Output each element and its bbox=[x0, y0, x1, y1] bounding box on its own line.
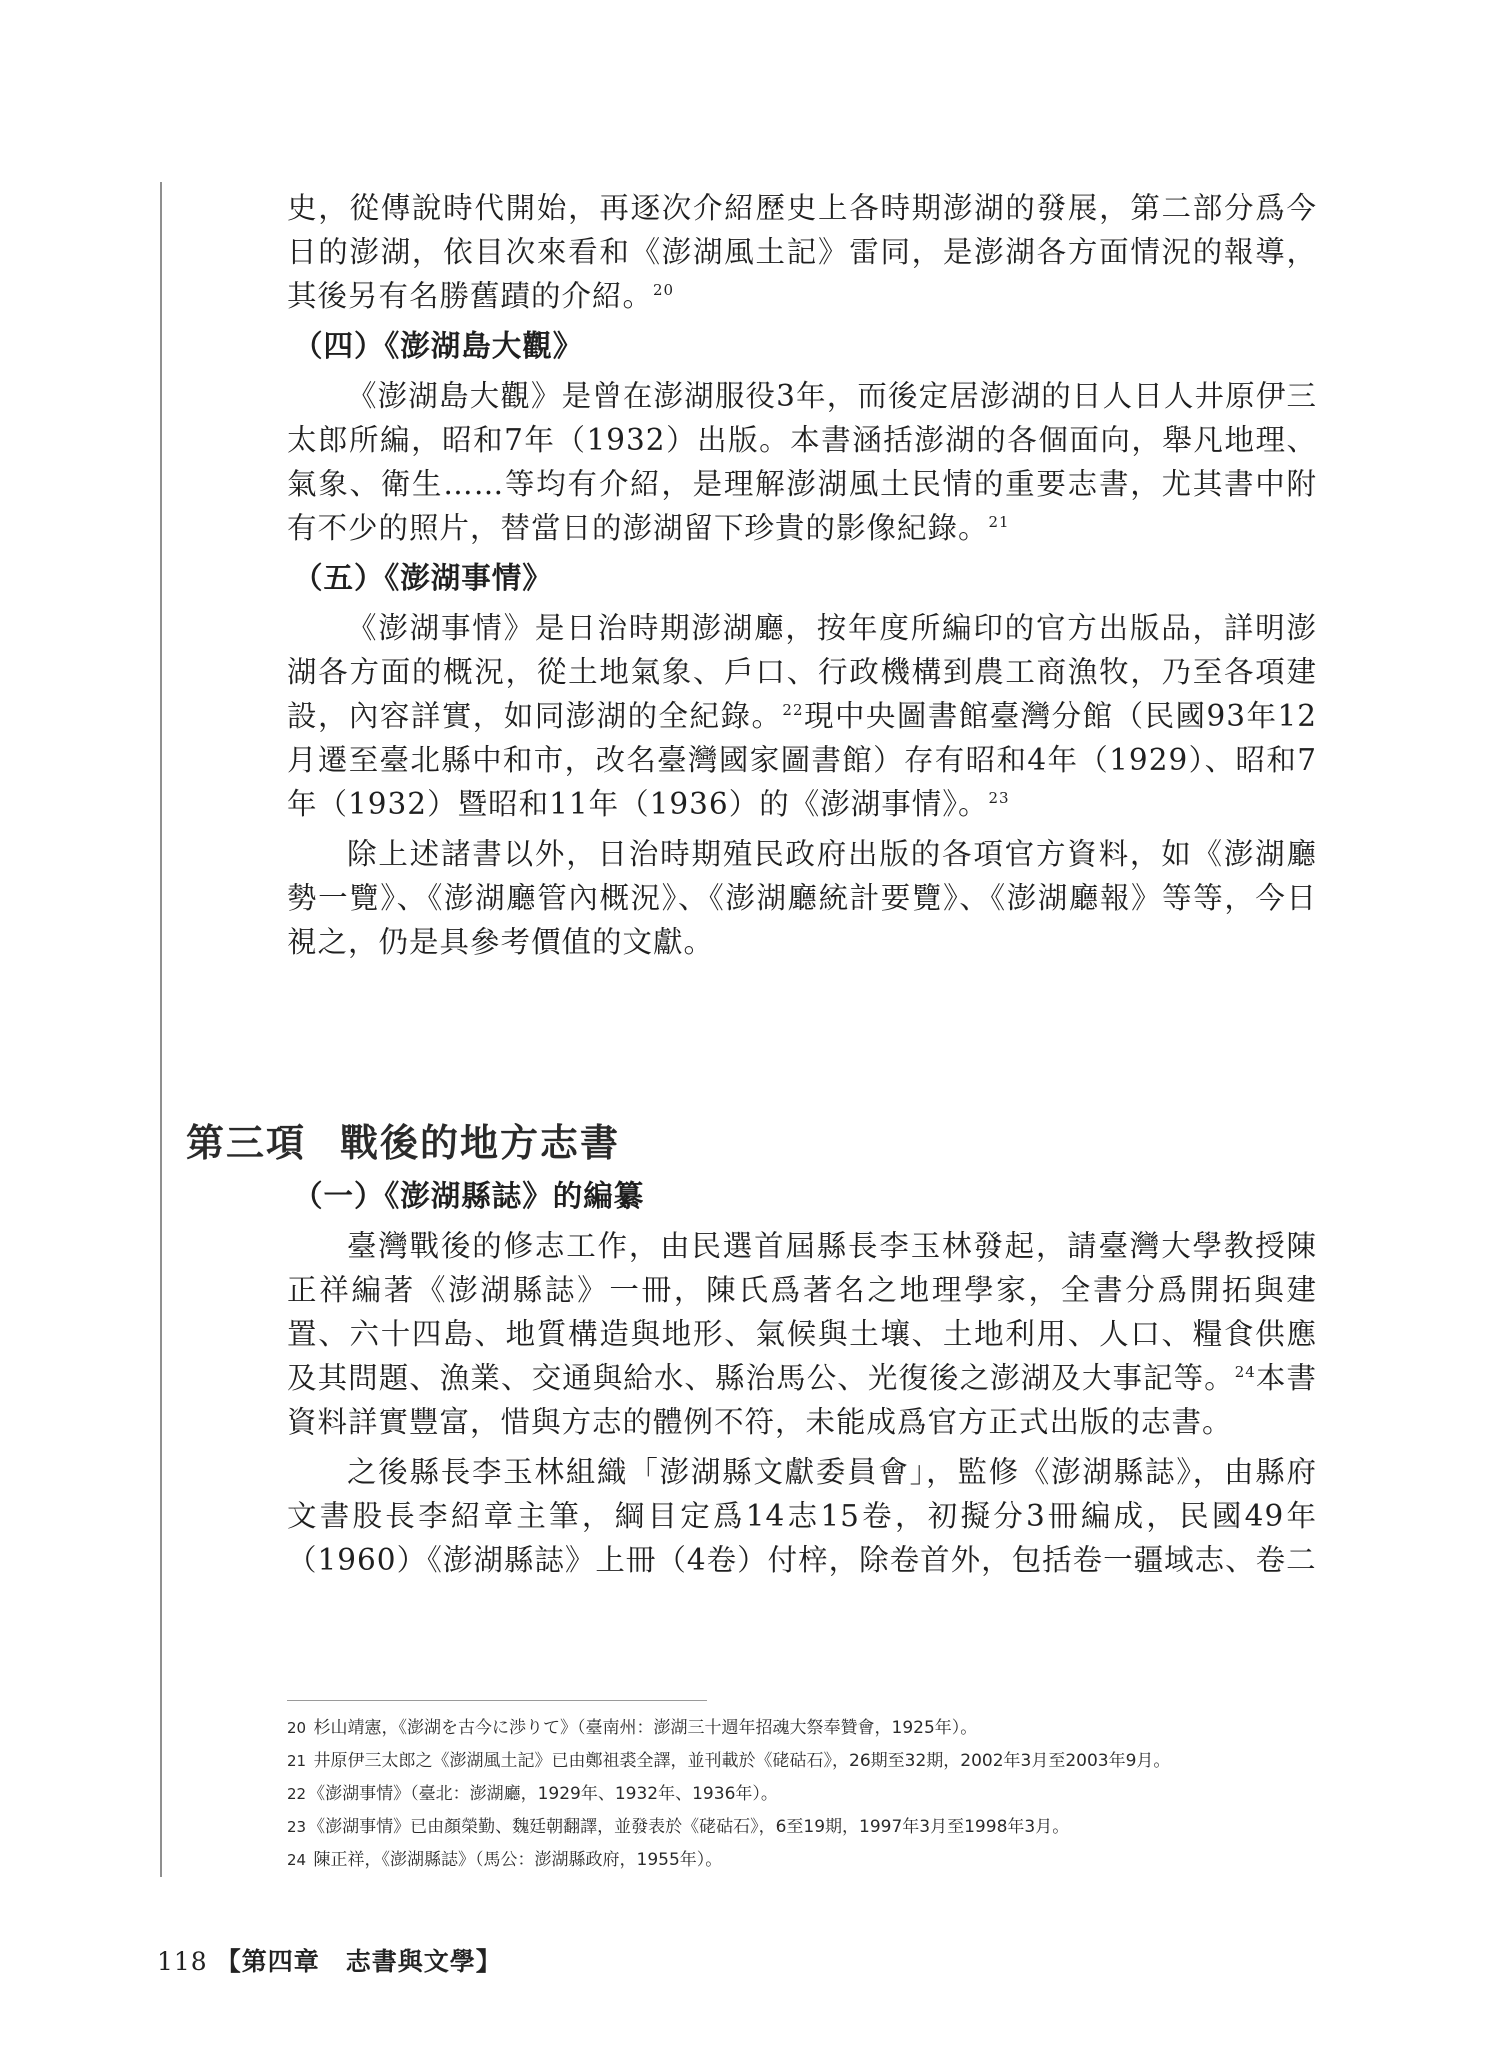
footnote: 20 杉山靖憲，《澎湖を古今に渉りて》（臺南州：澎湖三十週年招魂大祭奉贊會，1925年）。 bbox=[287, 1718, 978, 1738]
footnote-ref: 23 bbox=[988, 789, 1010, 808]
section-title: 戰後的地方志書 bbox=[340, 1121, 621, 1165]
footnote: 22 《澎湖事情》（臺北：澎湖廳，1929年、1932年、1936年）。 bbox=[287, 1784, 778, 1804]
footnotes bbox=[287, 1712, 1387, 1877]
footnote: 21 井原伊三太郎之《澎湖風土記》已由鄭祖裘全譯，並刊載於《硓𥑮石》，26期至32期，2002年3月至2003年9月。 bbox=[287, 1751, 1171, 1771]
page-footer bbox=[157, 1942, 502, 1978]
paragraph: 《澎湖事情》是日治時期澎湖廳，按年度所編印的官方出版品，詳明澎湖各方面的概況，從土地氣象、戶口、行政機構到農工商漁牧，乃至各項建設，內容詳實，如同澎湖的全紀錄。$^{22}$現中央圖書館臺灣分館（民國93年12月遷至臺北縣中和市，改名臺灣國家圖書館）存有昭和4年（1929）、昭和7年（1932）暨昭和11年（1936）的《澎湖事情》。$^{23}$ bbox=[287, 611, 1317, 821]
body-text-upper bbox=[287, 186, 1317, 964]
footnote: 23 《澎湖事情》已由顏榮勤、魏廷朝翻譯，並發表於《硓𥑮石》，6至19期，1997年3月至1998年3月。 bbox=[287, 1817, 1070, 1837]
body-text-lower bbox=[287, 1168, 1317, 1582]
footnote-ref: 24 bbox=[1234, 1363, 1256, 1382]
running-chapter-title: 【第四章 志書與文學】 bbox=[215, 1947, 502, 1976]
subsection-heading: （一）《澎湖縣誌》的編纂 bbox=[293, 1178, 645, 1213]
section-heading bbox=[186, 1112, 620, 1167]
footnote-ref: 21 bbox=[988, 513, 1010, 532]
paragraph: 除上述諸書以外，日治時期殖民政府出版的各項官方資料，如《澎湖廳勢一覽》、《澎湖廳管內概況》、《澎湖廳統計要覽》、《澎湖廳報》等等，今日視之，仍是具參考價值的文獻。 bbox=[287, 837, 1317, 959]
footnote: 24 陳正祥，《澎湖縣誌》（馬公：澎湖縣政府，1955年）。 bbox=[287, 1850, 723, 1870]
page-number: 118 bbox=[157, 1947, 208, 1976]
section-number: 第三項 bbox=[186, 1121, 307, 1165]
subsection-heading: （四）《澎湖島大觀》 bbox=[293, 328, 584, 363]
footnote-ref: 20 bbox=[653, 281, 675, 300]
paragraph: 史，從傳說時代開始，再逐次介紹歷史上各時期澎湖的發展，第二部分爲今日的澎湖，依目次來看和《澎湖風土記》雷同，是澎湖各方面情況的報導，其後另有名勝舊蹟的介紹。$^{20}$ bbox=[287, 191, 1317, 313]
paragraph: 臺灣戰後的修志工作，由民選首屆縣長李玉林發起，請臺灣大學教授陳正祥編著《澎湖縣誌》一冊，陳氏爲著名之地理學家，全書分爲開拓與建置、六十四島、地質構造與地形、氣候與土壤、土地利用、人口、糧食供應及其問題、漁業、交通與給水、縣治馬公、光復後之澎湖及大事記等。$^{24}$本書資料詳實豐富，惜與方志的體例不符，未能成爲官方正式出版的志書。 bbox=[287, 1229, 1317, 1439]
footnote-ref: 22 bbox=[782, 701, 804, 720]
paragraph: 《澎湖島大觀》是曾在澎湖服役3年，而後定居澎湖的日人日人井原伊三太郎所編，昭和7年（1932）出版。本書涵括澎湖的各個面向，舉凡地理、氣象、衛生……等均有介紹，是理解澎湖風土民情的重要志書，尤其書中附有不少的照片，替當日的澎湖留下珍貴的影像紀錄。$^{21}$ bbox=[287, 379, 1317, 545]
paragraph: 之後縣長李玉林組織「澎湖縣文獻委員會」，監修《澎湖縣誌》，由縣府文書股長李紹章主筆，綱目定爲14志15卷，初擬分3冊編成，民國49年（1960）《澎湖縣誌》上冊（4卷）付梓，除卷首外，包括卷一疆域志、卷二 bbox=[287, 1455, 1317, 1577]
subsection-heading: （五）《澎湖事情》 bbox=[293, 560, 553, 595]
footnote-divider bbox=[287, 1700, 707, 1701]
margin-rule bbox=[160, 182, 162, 1877]
